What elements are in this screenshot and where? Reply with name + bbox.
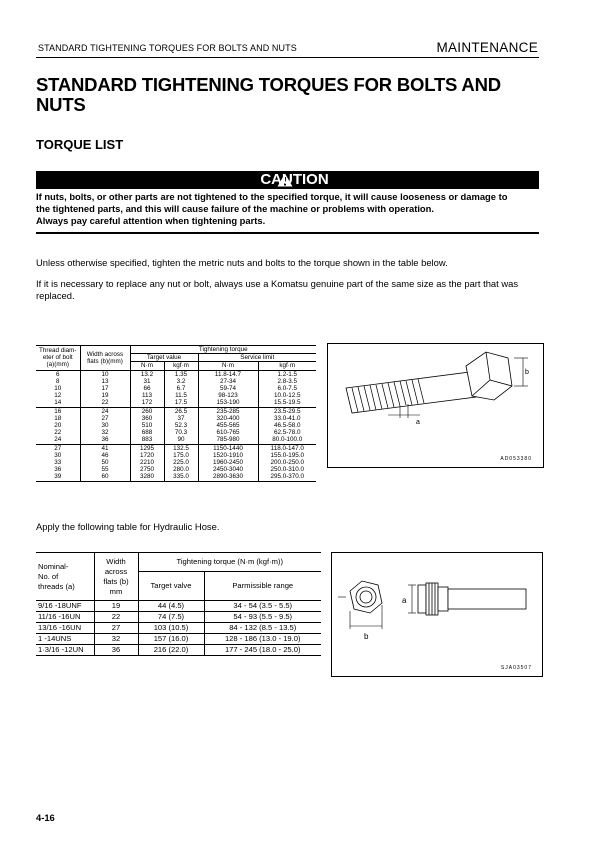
table-cell: 177 - 245 (18.0 - 25.0) bbox=[224, 645, 301, 654]
header-range: Parmissible range bbox=[232, 581, 294, 590]
cell-value: 3280 bbox=[139, 473, 154, 481]
dimension-label-b: b bbox=[364, 632, 369, 641]
cell-value: 22 bbox=[101, 399, 109, 407]
page-number: 4-16 bbox=[36, 812, 55, 823]
caution-line: the tightened parts, and this will cause failure of the machine or problems with operation. bbox=[36, 203, 434, 214]
cell-value: 175.0 bbox=[173, 451, 189, 459]
cell-value: 27-34 bbox=[219, 377, 237, 385]
table-cell bbox=[164, 407, 198, 444]
cell-value: 2890-3630 bbox=[212, 473, 244, 481]
cell-value: 688 bbox=[141, 429, 153, 437]
header-target: Target value bbox=[130, 354, 198, 362]
cell-value: 11.8-14.7 bbox=[214, 370, 242, 378]
table-row bbox=[36, 612, 321, 623]
cell-value: 19 bbox=[101, 392, 109, 400]
cell-value: 225.0 bbox=[173, 459, 189, 467]
cell-value: 18 bbox=[54, 414, 62, 422]
cell-value: 60 bbox=[101, 473, 109, 481]
table-cell: 128 - 186 (13.0 - 19.0) bbox=[224, 634, 301, 643]
cell-value: 13.2 bbox=[140, 370, 154, 378]
cell-value: 15.5-19.5 bbox=[273, 399, 301, 407]
cell-value: 59-74 bbox=[219, 385, 237, 393]
header-unit: N·m bbox=[198, 362, 258, 370]
table-cell bbox=[258, 370, 316, 407]
figure-code: SJA03507 bbox=[500, 665, 532, 671]
cell-value: 2.8-3.5 bbox=[277, 377, 298, 385]
table-cell: 1·3/16 -12UN bbox=[36, 645, 94, 656]
bolt-figure bbox=[327, 343, 544, 468]
caution-line: If nuts, bolts, or other parts are not tightened to the specified torque, it will cause looseness or damage to bbox=[36, 191, 508, 202]
table-cell: 1 -14UNS bbox=[36, 634, 94, 645]
cell-value: 33.0-41.0 bbox=[273, 414, 301, 422]
cell-value: 80.0-100.0 bbox=[272, 436, 303, 444]
cell-value: 36 bbox=[101, 436, 109, 444]
cell-value: 41 bbox=[101, 444, 109, 452]
table-cell: 11/16 -16UN bbox=[36, 612, 94, 623]
cell-value: 13 bbox=[101, 377, 109, 385]
header-width: Width across flats (b) mm bbox=[94, 553, 138, 601]
table-cell bbox=[36, 407, 80, 444]
cell-value: 62.5-78.0 bbox=[273, 429, 301, 437]
table-row bbox=[36, 634, 321, 645]
cell-value: 36 bbox=[54, 466, 62, 474]
dimension-label-a: a bbox=[416, 419, 420, 426]
instruction-paragraph: Unless otherwise specified, tighten the metric nuts and bolts to the torque shown in the table below. bbox=[36, 257, 448, 268]
table-cell bbox=[130, 407, 164, 444]
cell-value: 27 bbox=[101, 414, 109, 422]
table-cell bbox=[36, 370, 80, 407]
table-cell bbox=[198, 370, 258, 407]
table-row bbox=[36, 407, 316, 444]
cell-value: 31 bbox=[143, 377, 151, 385]
header-tightening: Tightening torque bbox=[130, 346, 316, 354]
cell-value: 23.5-29.5 bbox=[273, 407, 301, 415]
header-target: Target valve bbox=[138, 572, 204, 601]
cell-value: 8 bbox=[55, 377, 60, 385]
cell-value: 280.0 bbox=[173, 466, 189, 474]
cell-value: 24 bbox=[101, 407, 109, 415]
cell-value: 155.0-195.0 bbox=[270, 451, 305, 459]
cell-value: 55 bbox=[101, 466, 109, 474]
cell-value: 6 bbox=[55, 370, 60, 378]
cell-value: 22 bbox=[54, 429, 62, 437]
cell-value: 98-123 bbox=[218, 392, 238, 400]
cell-value: 39 bbox=[54, 473, 62, 481]
cell-value: 50 bbox=[101, 459, 109, 467]
header-nominal: Nominal- No. of threads (a) bbox=[36, 553, 94, 601]
header-thread: Thread diam- eter of bolt (a)(mm) bbox=[36, 346, 80, 371]
caution-rule bbox=[36, 232, 539, 234]
cell-value: 1520-1910 bbox=[212, 451, 244, 459]
cell-value: 16 bbox=[54, 407, 62, 415]
header-width: Width across flats (b)(mm) bbox=[80, 346, 130, 371]
cell-value: 260 bbox=[141, 407, 153, 415]
cell-value: 610-765 bbox=[216, 429, 240, 437]
table-cell bbox=[36, 444, 80, 481]
cell-value: 1720 bbox=[139, 451, 154, 459]
table-row bbox=[36, 645, 321, 656]
dimension-label-b: b bbox=[525, 369, 529, 376]
table-cell: 36 bbox=[94, 645, 138, 656]
table-cell: 74 (7.5) bbox=[138, 612, 204, 623]
caution-label: CAUTION bbox=[260, 171, 329, 188]
table-cell bbox=[80, 370, 130, 407]
table-cell bbox=[164, 370, 198, 407]
cell-value: 295.0-370.0 bbox=[270, 473, 305, 481]
cell-value: 200.0-250.0 bbox=[270, 459, 305, 467]
cell-value: 46.5-58.0 bbox=[273, 422, 301, 430]
torque-table bbox=[36, 345, 316, 482]
cell-value: 360 bbox=[141, 414, 153, 422]
table-row bbox=[36, 601, 321, 612]
table-cell bbox=[198, 444, 258, 481]
cell-value: 30 bbox=[101, 422, 109, 430]
table-cell bbox=[198, 407, 258, 444]
cell-value: 20 bbox=[54, 422, 62, 430]
cell-value: 24 bbox=[54, 436, 62, 444]
cell-value: 32 bbox=[101, 429, 109, 437]
cell-value: 37 bbox=[177, 414, 185, 422]
table-cell bbox=[130, 370, 164, 407]
caution-banner bbox=[36, 171, 539, 189]
table-row bbox=[36, 623, 321, 634]
cell-value: 455-565 bbox=[216, 422, 240, 430]
figure-code: AD053380 bbox=[500, 456, 532, 462]
cell-value: 1295 bbox=[139, 444, 154, 452]
cell-value: 6.7 bbox=[176, 385, 186, 393]
cell-value: 26.5 bbox=[174, 407, 188, 415]
cell-value: 30 bbox=[54, 451, 62, 459]
table-row bbox=[36, 444, 316, 481]
bolt-illustration bbox=[328, 344, 543, 467]
cell-value: 17.5 bbox=[174, 399, 188, 407]
table-cell: 27 bbox=[94, 623, 138, 634]
cell-value: 12 bbox=[54, 392, 62, 400]
cell-value: 6.0-7.5 bbox=[277, 385, 298, 393]
table-cell bbox=[164, 444, 198, 481]
table-cell: 54 - 93 (5.5 - 9.5) bbox=[233, 612, 293, 621]
cell-value: 10 bbox=[101, 370, 109, 378]
hose-fitting-figure bbox=[331, 552, 543, 677]
cell-value: 172 bbox=[141, 399, 153, 407]
cell-value: 132.5 bbox=[173, 444, 189, 452]
cell-value: 1150-1440 bbox=[213, 444, 243, 452]
table-cell bbox=[258, 444, 316, 481]
cell-value: 14 bbox=[54, 399, 62, 407]
section-subtitle: TORQUE LIST bbox=[36, 137, 124, 152]
table-cell: 44 (4.5) bbox=[138, 601, 204, 612]
header-unit: kgf·m bbox=[279, 362, 296, 370]
cell-value: 17 bbox=[101, 385, 109, 393]
cell-value: 66 bbox=[143, 385, 151, 393]
cell-value: 10.0-12.5 bbox=[273, 392, 301, 400]
header-unit: kgf·m bbox=[164, 362, 198, 370]
running-header: STANDARD TIGHTENING TORQUES FOR BOLTS AND NUTS bbox=[38, 43, 297, 53]
table-cell: 157 (16.0) bbox=[138, 634, 204, 645]
table-cell: 19 bbox=[94, 601, 138, 612]
hose-fitting-illustration bbox=[332, 553, 542, 676]
cell-value: 2450-3040 bbox=[212, 466, 244, 474]
cell-value: 883 bbox=[141, 436, 153, 444]
cell-value: 2210 bbox=[139, 459, 154, 467]
table-cell: 9/16 -18UNF bbox=[36, 601, 94, 612]
cell-value: 1960-2450 bbox=[212, 459, 244, 467]
table-cell: 103 (10.5) bbox=[138, 623, 204, 634]
cell-value: 335.0 bbox=[173, 473, 189, 481]
caution-text bbox=[36, 191, 541, 227]
hose-note: Apply the following table for Hydraulic Hose. bbox=[36, 521, 220, 532]
table-cell: 216 (22.0) bbox=[138, 645, 204, 656]
table-cell: 32 bbox=[94, 634, 138, 645]
cell-value: 785-980 bbox=[216, 436, 240, 444]
cell-value: 70.3 bbox=[174, 429, 188, 437]
hose-torque-table bbox=[36, 552, 321, 656]
cell-value: 250.0-310.0 bbox=[270, 466, 305, 474]
table-cell bbox=[80, 444, 130, 481]
cell-value: 10 bbox=[54, 385, 62, 393]
header-rule bbox=[36, 57, 539, 58]
cell-value: 118.0-147.0 bbox=[270, 444, 304, 452]
cell-value: 1.35 bbox=[174, 370, 188, 378]
header-torque: Tightening torque (N·m (kgf·m)) bbox=[138, 553, 321, 572]
table-cell: 13/16 -16UN bbox=[36, 623, 94, 634]
caution-line: Always pay careful attention when tightening parts. bbox=[36, 215, 266, 226]
header-service: Service limit bbox=[198, 354, 316, 362]
cell-value: 510 bbox=[141, 422, 153, 430]
cell-value: 90 bbox=[177, 436, 185, 444]
cell-value: 27 bbox=[54, 444, 62, 452]
cell-value: 3.2 bbox=[176, 377, 186, 385]
table-cell bbox=[80, 407, 130, 444]
table-cell: 34 - 54 (3.5 - 5.5) bbox=[233, 601, 293, 610]
dimension-label-a: a bbox=[402, 596, 407, 605]
cell-value: 320-400 bbox=[216, 414, 240, 422]
chapter-title: MAINTENANCE bbox=[436, 40, 538, 55]
cell-value: 235-285 bbox=[216, 407, 240, 415]
cell-value: 2750 bbox=[139, 466, 154, 474]
cell-value: 1.2-1.5 bbox=[277, 370, 298, 378]
header-unit: N·m bbox=[130, 362, 164, 370]
table-cell bbox=[130, 444, 164, 481]
table-cell: 84 - 132 (8.5 - 13.5) bbox=[229, 623, 297, 632]
table-row bbox=[36, 370, 316, 407]
cell-value: 11.5 bbox=[175, 392, 187, 400]
instruction-paragraph: If it is necessary to replace any nut or bolt, always use a Komatsu genuine part of the same size as the part that was replaced. bbox=[36, 278, 519, 301]
cell-value: 113 bbox=[141, 392, 153, 400]
table-cell: 22 bbox=[94, 612, 138, 623]
cell-value: 33 bbox=[54, 459, 62, 467]
page-title: STANDARD TIGHTENING TORQUES FOR BOLTS AND NUTS bbox=[36, 74, 501, 115]
cell-value: 52.3 bbox=[174, 422, 188, 430]
cell-value: 46 bbox=[101, 451, 109, 459]
cell-value: 153-190 bbox=[216, 399, 240, 407]
table-cell bbox=[258, 407, 316, 444]
